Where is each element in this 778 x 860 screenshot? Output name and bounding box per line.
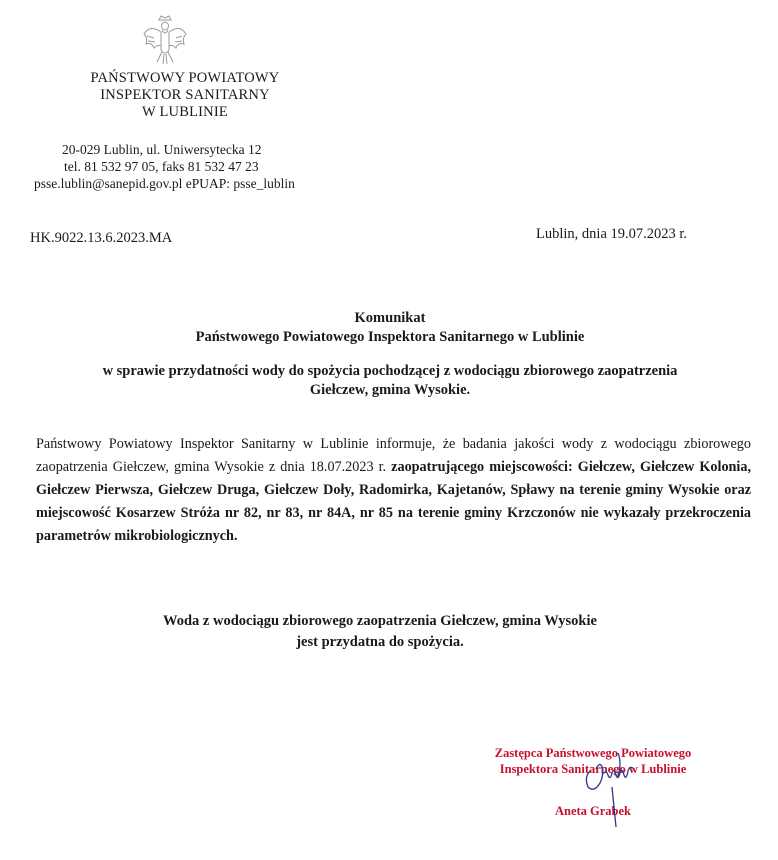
office-name-line1: PAŃSTWOWY POWIATOWY xyxy=(90,70,280,86)
address-line3: psse.lublin@sanepid.gov.pl ePUAP: psse_lublin xyxy=(34,176,295,191)
stamp-line1: Zastępca Państwowego Powiatowego xyxy=(494,746,692,760)
body-bold-text: zaopatrującego miejscowości: Giełczew, Giełczew Kolonia, Giełczew Pierwsza, Giełczew Druga, Giełczew Doły, Radomirka, Kajetanów, Spławy na terenie gminy Wysokie oraz miejscowość Kosarzew Stróża nr 82, nr 83, nr 84A, nr 85 na terenie gminy Krzczonów nie wykazały przekroczenia parametrów mikrobiologicznych. xyxy=(36,459,752,544)
conclusion-line2: jest przydatna do spożycia. xyxy=(296,634,464,650)
date-line: Lublin, dnia 19.07.2023 r. xyxy=(536,226,688,242)
signatory-name: Aneta Grabek xyxy=(554,804,632,818)
address-line1: 20-029 Lublin, ul. Uniwersytecka 12 xyxy=(62,142,262,157)
subject-line1: w sprawie przydatności wody do spożycia pochodzącej z wodociągu zbiorowego zaopatrzenia xyxy=(102,363,678,379)
office-name-line2: INSPEKTOR SANITARNY xyxy=(100,87,270,103)
reference-number: HK.9022.13.6.2023.MA xyxy=(30,230,173,246)
signature-block xyxy=(478,745,708,835)
title-line2: Państwowego Powiatowego Inspektora Sanitarnego w Lublinie xyxy=(195,329,585,345)
address-line2: tel. 81 532 97 05, faks 81 532 47 23 xyxy=(64,159,259,174)
body-regular-text: Państwowy Powiatowy Inspektor Sanitarny w Lublinie informuje, że badania jakości wody z wodociągu zbiorowego zaopatrzenia Giełczew, gmina Wysokie z dnia 18.07.2023 r. xyxy=(36,436,751,475)
subject-line2: Giełczew, gmina Wysokie. xyxy=(309,382,471,398)
eagle-emblem-icon xyxy=(142,14,188,66)
body-paragraph xyxy=(36,433,751,548)
office-name-line3: W LUBLINIE xyxy=(142,104,228,120)
handwritten-signature-icon xyxy=(578,747,648,831)
stamp-line2: Inspektora Sanitarnego w Lublinie xyxy=(499,762,687,776)
title-line1: Komunikat xyxy=(354,310,426,326)
conclusion-line1: Woda z wodociągu zbiorowego zaopatrzenia Giełczew, gmina Wysokie xyxy=(163,613,597,629)
